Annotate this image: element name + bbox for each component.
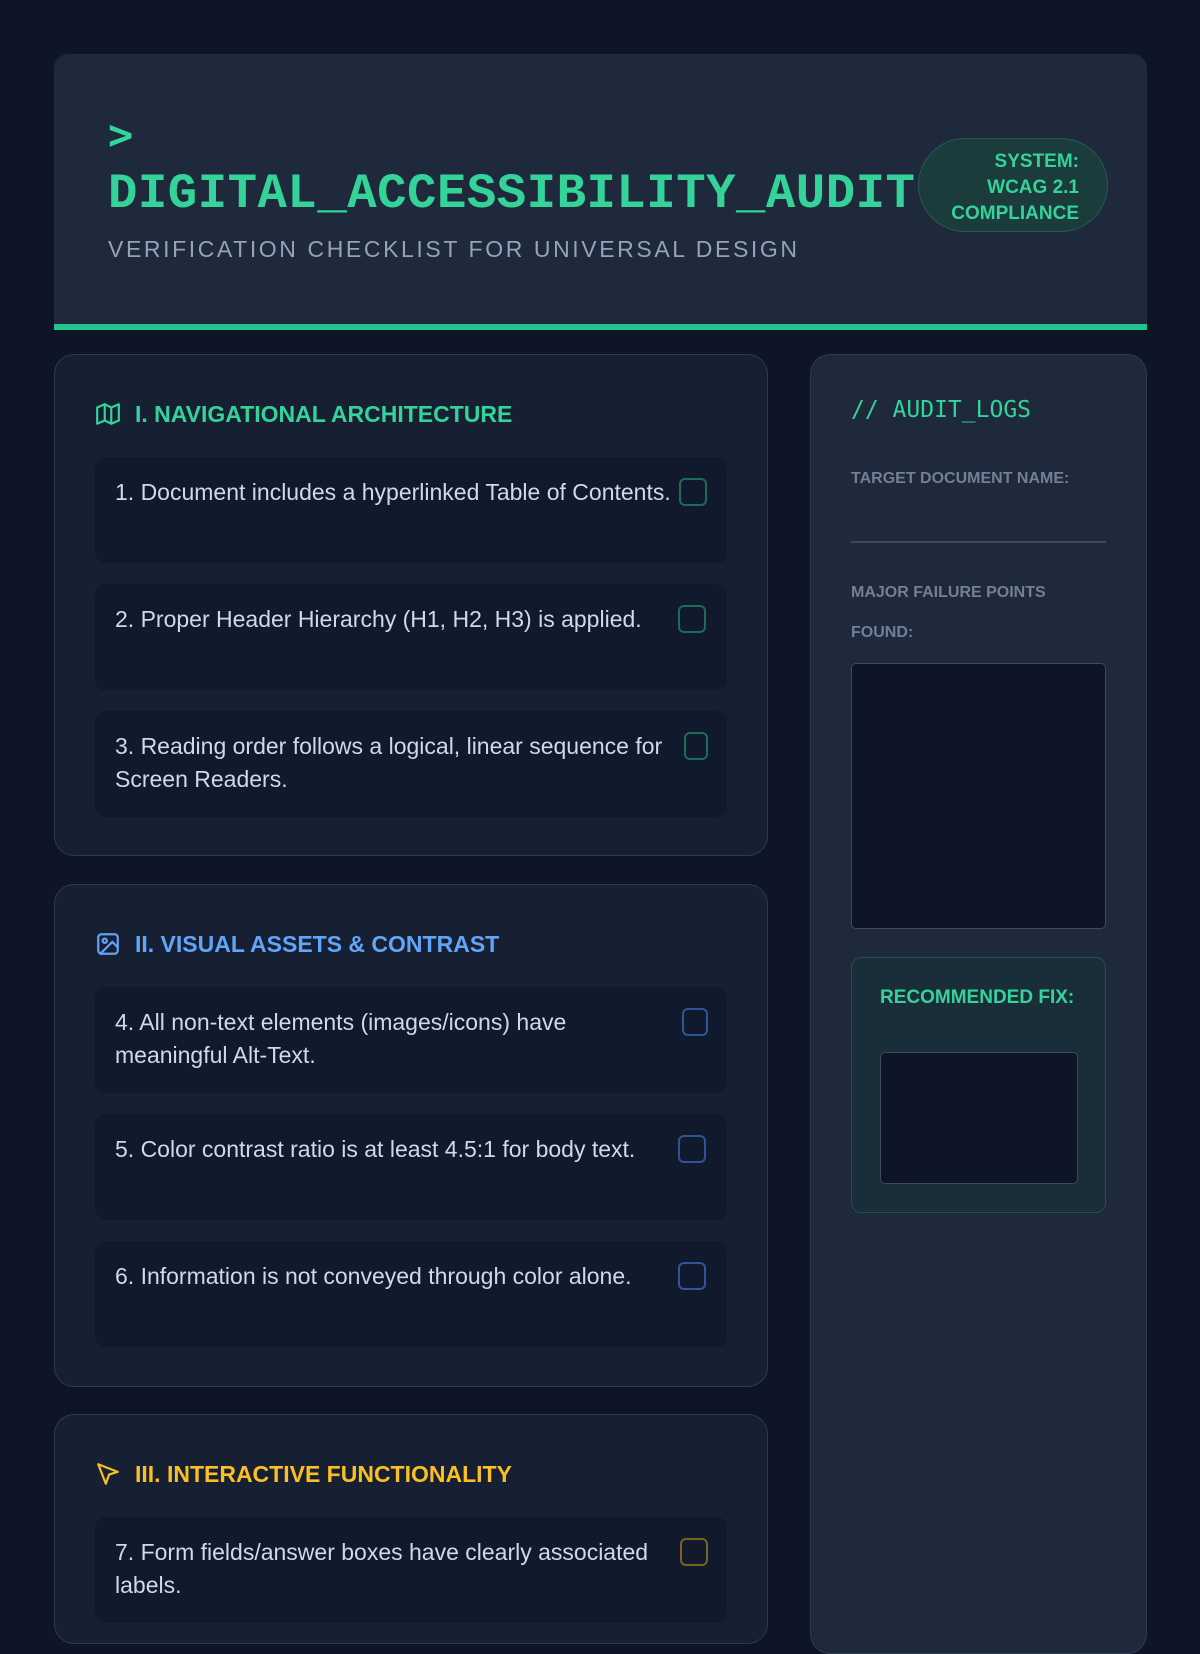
checklist-item [95, 1114, 727, 1220]
checklist-item [95, 457, 727, 563]
page-title: DIGITAL_ACCESSIBILITY_AUDIT [108, 166, 916, 222]
checklist-item [95, 1241, 727, 1347]
checklist-item-text: 6. Information is not conveyed through color alone. [115, 1263, 632, 1289]
checkbox[interactable] [678, 1262, 706, 1290]
image-icon [95, 931, 121, 957]
checklist-item [95, 1517, 727, 1623]
checkbox[interactable] [678, 605, 706, 633]
target-document-label: TARGET DOCUMENT NAME: [851, 470, 1070, 487]
section-visual-assets [54, 884, 768, 1387]
cursor-icon [95, 1461, 121, 1487]
section-heading-label: I. NAVIGATIONAL ARCHITECTURE [135, 400, 513, 427]
section-heading [95, 399, 512, 429]
system-badge [918, 138, 1108, 232]
checklist-item-text: 5. Color contrast ratio is at least 4.5:1 for body text. [115, 1136, 636, 1162]
badge-line: SYSTEM: [994, 151, 1079, 172]
checklist-item [95, 584, 727, 690]
section-heading-label: II. VISUAL ASSETS & CONTRAST [135, 930, 500, 957]
checkbox[interactable] [682, 1008, 708, 1036]
header-panel [54, 54, 1147, 330]
failure-points-textarea[interactable] [851, 663, 1106, 929]
section-navigational-architecture [54, 354, 768, 856]
section-interactive-functionality [54, 1414, 768, 1644]
checklist-item [95, 711, 727, 817]
checklist-item [95, 987, 727, 1093]
checkbox[interactable] [678, 1135, 706, 1163]
audit-logs-title: // AUDIT_LOGS [851, 397, 1032, 423]
checkbox[interactable] [679, 478, 707, 506]
checklist-item-text: 7. Form fields/answer boxes have clearly associated labels. [115, 1539, 649, 1598]
badge-line: COMPLIANCE [951, 203, 1079, 224]
section-heading [95, 1459, 512, 1489]
checkbox[interactable] [680, 1538, 708, 1566]
recommended-fix-input[interactable] [880, 1052, 1078, 1184]
checkbox[interactable] [684, 732, 708, 760]
failure-points-label: MAJOR FAILURE POINTS FOUND: [851, 584, 1046, 641]
page-subtitle: VERIFICATION CHECKLIST FOR UNIVERSAL DESIGN [108, 236, 800, 262]
map-icon [95, 401, 121, 427]
section-heading-label: III. INTERACTIVE FUNCTIONALITY [135, 1460, 512, 1487]
checklist-item-text: 4. All non-text elements (images/icons) have meaningful Alt-Text. [115, 1009, 567, 1068]
recommended-fix-label: RECOMMENDED FIX: [880, 987, 1075, 1008]
audit-logs-panel [810, 354, 1147, 1654]
checklist-item-text: 2. Proper Header Hierarchy (H1, H2, H3) is applied. [115, 606, 642, 632]
header-accent-bar [54, 324, 1147, 330]
recommended-fix-box [851, 957, 1106, 1213]
badge-line: WCAG 2.1 [987, 177, 1079, 198]
checklist-item-text: 1. Document includes a hyperlinked Table of Contents. [115, 479, 671, 505]
target-document-input[interactable] [851, 541, 1106, 543]
checklist-item-text: 3. Reading order follows a logical, linear sequence for Screen Readers. [115, 733, 663, 792]
title-prompt: > [108, 110, 134, 159]
section-heading [95, 929, 499, 959]
